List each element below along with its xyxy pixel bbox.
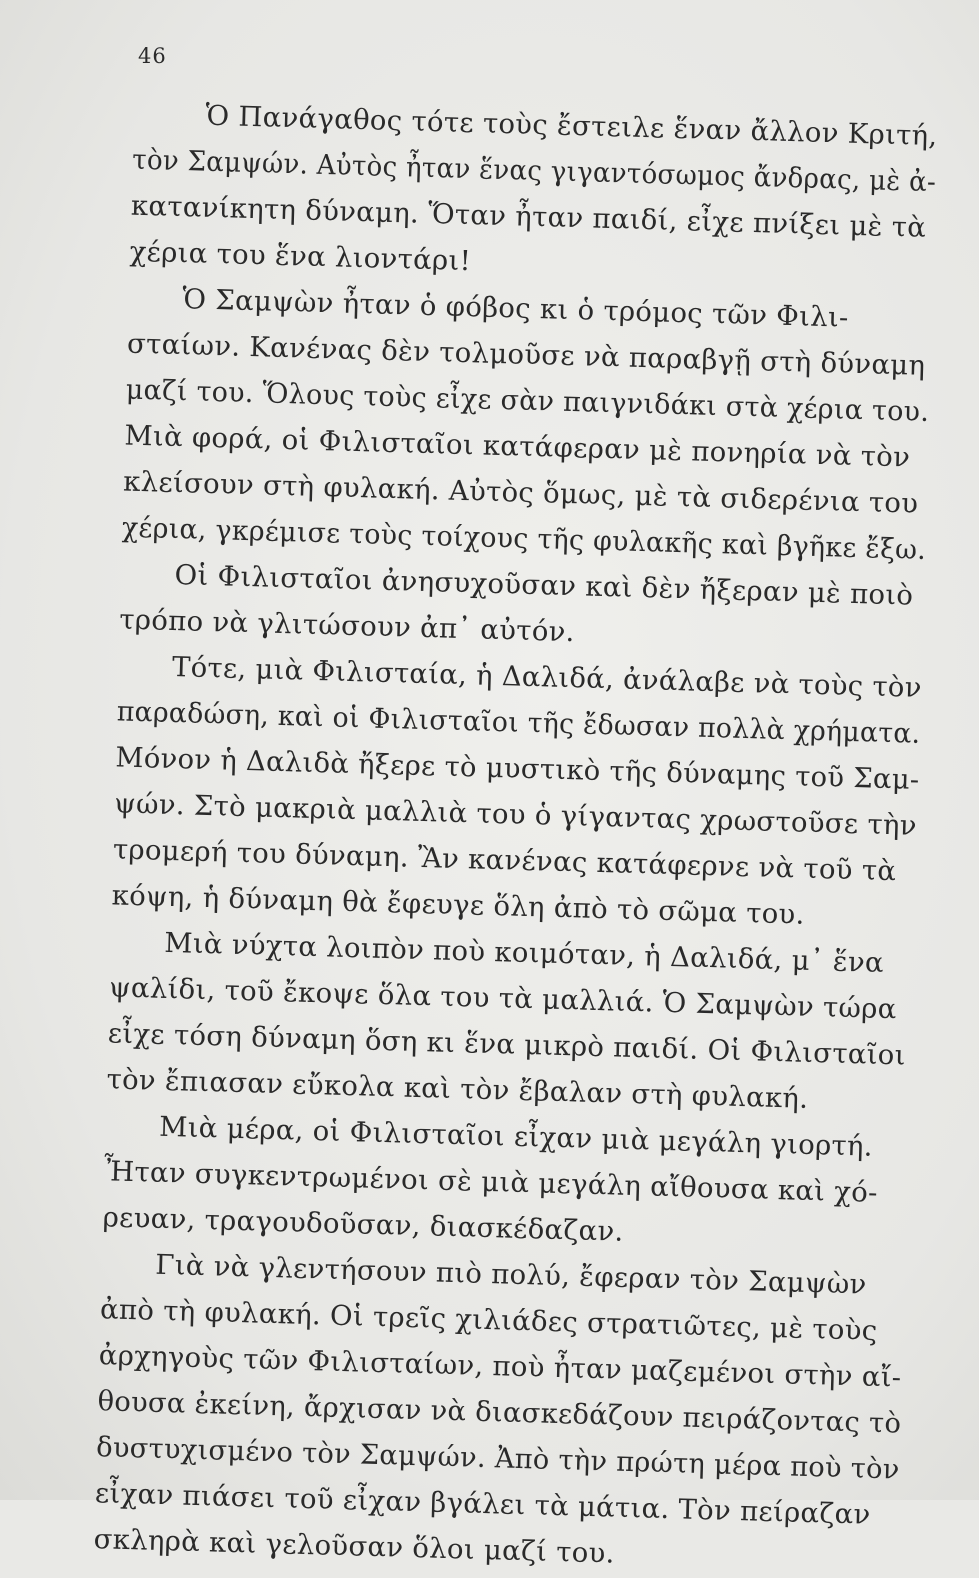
text-line: ἀρχηγοὺς τῶν Φιλισταίων, ποὺ ἦταν μαζεμένοι στὴν αἴ- bbox=[98, 1339, 902, 1394]
text-line: θουσα ἐκείνη, ἄρχισαν νὰ διασκεδάζουν πειράζοντας τὸ bbox=[97, 1385, 902, 1440]
text-line: Μόνον ἡ Δαλιδὰ ἤξερε τὸ μυστικὸ τῆς δύναμης τοῦ Σαμ- bbox=[115, 741, 920, 796]
text-line: χέρια του ἕνα λιοντάρι! bbox=[129, 235, 472, 278]
text-line: Ὁ Πανάγαθος τότε τοὺς ἔστειλε ἕναν ἄλλον Κριτή, bbox=[205, 99, 938, 153]
text-line: κλείσουν στὴ φυλακή. Αὐτὸς ὅμως, μὲ τὰ σιδερένια του bbox=[122, 465, 919, 520]
text-line: τρόπο νὰ γλιτώσουν ἀπ᾽ αὐτόν. bbox=[118, 603, 576, 649]
text-line: Γιὰ νὰ γλεντήσουν πιὸ πολύ, ἔφεραν τὸν Σαμψὼν bbox=[154, 1248, 868, 1301]
text-line: ρευαν, τραγουδοῦσαν, διασκέδαζαν. bbox=[102, 1201, 624, 1248]
text-line: Μιὰ νύχτα λοιπὸν ποὺ κοιμόταν, ἡ Δαλιδά, μ᾽ ἕνα bbox=[163, 926, 885, 979]
text-line: εἶχε τόση δύναμη ὅση κι ἕνα μικρὸ παιδί. Οἱ Φιλισταῖοι bbox=[107, 1017, 907, 1072]
page-number: 46 bbox=[138, 44, 167, 68]
text-line: Μιὰ φορά, οἱ Φιλισταῖοι κατάφεραν μὲ πονηρία νὰ τὸν bbox=[124, 419, 911, 474]
text-line: τὸν Σαμψών. Αὐτὸς ἦταν ἕνας γιγαντόσωμος ἄνδρας, μὲ ἀ- bbox=[131, 143, 937, 199]
body-text bbox=[93, 97, 938, 1570]
text-line: τὸν ἔπιασαν εὔκολα καὶ τὸν ἔβαλαν στὴ φυλακή. bbox=[106, 1063, 809, 1115]
text-line: ψών. Στὸ μακριὰ μαλλιὰ του ὁ γίγαντας χρωστοῦσε τὴν bbox=[113, 787, 918, 842]
text-line: κόψη, ἡ δύναμη θὰ ἔφευγε ὅλη ἀπὸ τὸ σῶμα του. bbox=[111, 879, 806, 931]
text-line: Ὁ Σαμψὼν ἦταν ὁ φόβος κι ὁ τρόμος τῶν Φιλι- bbox=[181, 283, 850, 334]
text-line: ἀπὸ τὴ φυλακή. Οἱ τρεῖς χιλιάδες στρατιῶτες, μὲ τοὺς bbox=[99, 1293, 878, 1347]
text-line: εἶχαν πιάσει τοῦ εἶχαν βγάλει τὰ μάτια. Τὸν πείραζαν bbox=[94, 1477, 871, 1531]
text-line: Ἦταν συγκεντρωμένοι σὲ μιὰ μεγάλη αἴθουσα καὶ χό- bbox=[103, 1155, 879, 1209]
text-line: μαζί του. Ὅλους τοὺς εἶχε σὰν παιγνιδάκι στὰ χέρια του. bbox=[125, 373, 930, 428]
text-line: παραδώση, καὶ οἱ Φιλισταῖοι τῆς ἔδωσαν πολλὰ χρήματα. bbox=[116, 695, 921, 750]
text-line: Τότε, μιὰ Φιλισταία, ἡ Δαλιδά, ἀνάλαβε νὰ τοὺς τὸν bbox=[171, 650, 923, 704]
text-line: χέρια, γκρέμισε τοὺς τοίχους τῆς φυλακῆς καὶ βγῆκε ἔξω. bbox=[121, 511, 927, 566]
text-line: τρομερή του δύναμη. Ἂν κανένας κατάφερνε νὰ τοῦ τὰ bbox=[112, 833, 897, 888]
text-line: δυστυχισμένο τὸν Σαμψών. Ἀπὸ τὴν πρώτη μέρα ποὺ τὸν bbox=[95, 1431, 901, 1486]
text-line: ψαλίδι, τοῦ ἔκοψε ὅλα του τὰ μαλλιά. Ὁ Σαμψὼν τώρα bbox=[108, 971, 898, 1026]
text-line: κατανίκητη δύναμη. Ὅταν ἦταν παιδί, εἶχε πνίξει μὲ τὰ bbox=[130, 189, 927, 244]
text-line: σταίων. Κανένας δὲν τολμοῦσε νὰ παραβγῇ στὴ δύναμη bbox=[126, 327, 926, 382]
text-line: Οἱ Φιλισταῖοι ἀνησυχοῦσαν καὶ δὲν ἤξεραν μὲ ποιὸ bbox=[174, 558, 914, 612]
text-line: Μιὰ μέρα, οἱ Φιλισταῖοι εἶχαν μιὰ μεγάλη γιορτή. bbox=[158, 1110, 874, 1163]
text-line: σκληρὰ καὶ γελοῦσαν ὅλοι μαζί του. bbox=[93, 1523, 616, 1570]
